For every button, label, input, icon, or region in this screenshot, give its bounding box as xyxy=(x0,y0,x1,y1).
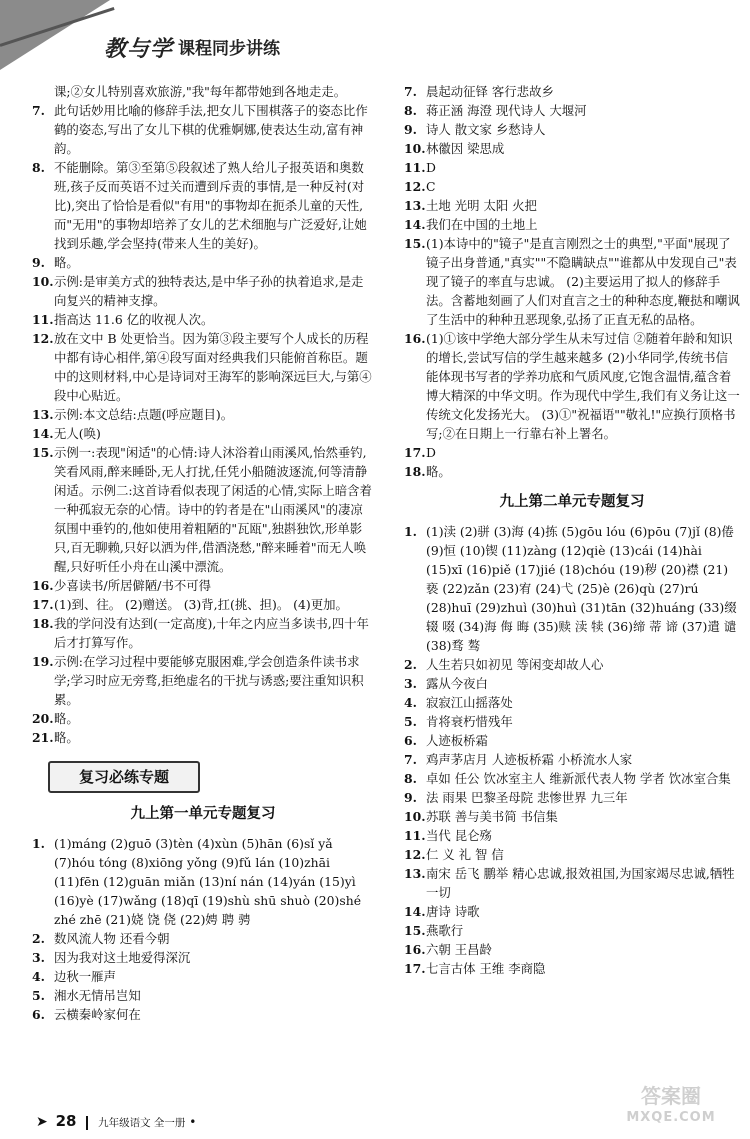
answer-item xyxy=(404,234,740,329)
arrow-icon: ➤ xyxy=(36,1114,48,1130)
answer-text: 人迹板桥霜 xyxy=(426,733,488,748)
answer-text: 少喜读书/所居僻陋/书不可得 xyxy=(54,578,212,593)
answer-number: 16. xyxy=(32,578,54,593)
answer-number: 2. xyxy=(404,657,417,672)
answer-number: 15. xyxy=(404,236,426,251)
answer-number: 14. xyxy=(32,426,54,441)
answer-text: 六朝 王昌龄 xyxy=(426,942,492,957)
answer-text: (1)本诗中的"镜子"是直言刚烈之士的典型,"平面"展现了镜子出身普通,"真实""不隐瞒缺点""谁都从中发现自己"表现了镜子的率直与忠诚。 (2)主要运用了拟人的修辞手法。含蓄地刻画了人们对直言之士的种种态度,鞭挞和嘲讽了生活中的种种丑恶现象,弘扬了正直无私的品格。 xyxy=(426,236,740,327)
answer-item xyxy=(32,652,374,709)
answer-item xyxy=(32,272,374,310)
unit1-answer-list xyxy=(32,834,374,1024)
answer-text: 寂寂江山摇落处 xyxy=(426,695,513,710)
answer-number: 12. xyxy=(404,179,426,194)
page-number: 28 xyxy=(55,1112,77,1130)
answer-item xyxy=(32,929,374,948)
answer-item xyxy=(32,948,374,967)
answer-item xyxy=(404,82,740,101)
answer-item xyxy=(32,310,374,329)
answer-text: D xyxy=(426,160,436,175)
answer-item xyxy=(404,139,740,158)
answer-text: 数风流人物 还看今朝 xyxy=(54,931,170,946)
answer-text: 略。 xyxy=(426,464,451,479)
section-tag: 复习必练专题 xyxy=(48,761,200,793)
answer-item xyxy=(404,864,740,902)
answer-text: 略。 xyxy=(54,711,79,726)
answer-text: 因为我对这土地爱得深沉 xyxy=(54,950,191,965)
answer-text: 南宋 岳飞 鹏举 精心忠诚,报效祖国,为国家竭尽忠诚,牺牲一切 xyxy=(426,866,735,900)
section-title-unit2: 九上第二单元专题复习 xyxy=(499,494,645,510)
answer-text: 燕歌行 xyxy=(426,923,464,938)
answer-text: 苏联 善与美书简 书信集 xyxy=(426,809,558,824)
answer-number: 2. xyxy=(32,931,45,946)
answer-item xyxy=(404,101,740,120)
answer-item xyxy=(404,731,740,750)
answer-text: 指高达 11.6 亿的收视人次。 xyxy=(54,312,214,327)
answer-item xyxy=(404,522,740,655)
answer-number: 1. xyxy=(32,836,45,851)
answer-number: 9. xyxy=(404,790,417,805)
answer-text: 边秋一雁声 xyxy=(54,969,116,984)
answer-item xyxy=(404,750,740,769)
answer-text: 示例:在学习过程中要能够克服困难,学会创造条件读书求学;学习时应无旁骛,拒绝虚名的干扰与诱惑;要注重知识积累。 xyxy=(54,654,364,707)
answer-number: 13. xyxy=(32,407,54,422)
answer-text: 鸡声茅店月 人迹板桥霜 小桥流水人家 xyxy=(426,752,633,767)
answer-number: 16. xyxy=(404,331,426,346)
answer-number: 18. xyxy=(404,464,426,479)
answer-text: 仁 义 礼 智 信 xyxy=(426,847,504,862)
header-title: 课程同步讲练 xyxy=(178,39,280,59)
answer-item xyxy=(404,674,740,693)
answer-item xyxy=(404,788,740,807)
answer-number: 6. xyxy=(32,1007,45,1022)
answer-item xyxy=(404,329,740,443)
answer-number: 3. xyxy=(404,676,417,691)
answer-item xyxy=(404,158,740,177)
answer-text: 林徽因 梁思成 xyxy=(426,141,505,156)
answer-number: 5. xyxy=(404,714,417,729)
answer-text: 湘水无情吊岂知 xyxy=(54,988,141,1003)
answer-text: 课;②女儿特别喜欢旅游,"我"每年都带她到各地走走。 xyxy=(54,84,347,99)
answer-text: 法 雨果 巴黎圣母院 悲惨世界 九三年 xyxy=(426,790,628,805)
answer-text: 露从今夜白 xyxy=(426,676,488,691)
answer-text: 无人(唤) xyxy=(54,426,101,441)
answer-number: 11. xyxy=(404,160,426,175)
answer-number: 1. xyxy=(404,524,417,539)
answer-number: 5. xyxy=(32,988,45,1003)
answer-text: 卓如 任公 饮冰室主人 维新派代表人物 学者 饮冰室合集 xyxy=(426,771,731,786)
answer-number: 7. xyxy=(404,84,417,99)
answer-text: 放在文中 B 处更恰当。因为第③段主要写个人成长的历程中都有诗心相伴,第④段写面对经典我们只能俯首称臣。题中的这则材料,中心是诗词对王海军的影响深远巨大,与第④段中心贴近。 xyxy=(54,331,372,403)
answer-text: 略。 xyxy=(54,730,79,745)
answer-number: 20. xyxy=(32,711,54,726)
answer-item xyxy=(32,967,374,986)
answer-number: 14. xyxy=(404,217,426,232)
answer-item xyxy=(404,215,740,234)
answer-item xyxy=(404,120,740,139)
answer-number: 12. xyxy=(32,331,54,346)
answer-number: 4. xyxy=(404,695,417,710)
answer-text: C xyxy=(426,179,436,194)
answer-number: 7. xyxy=(404,752,417,767)
answer-item xyxy=(404,826,740,845)
answer-number: 8. xyxy=(404,103,417,118)
answer-item xyxy=(404,655,740,674)
page-header xyxy=(0,0,750,78)
answer-text: 示例:是审美方式的独特表达,是中华子孙的执着追求,是走向复兴的精神支撑。 xyxy=(54,274,364,308)
answer-item xyxy=(404,769,740,788)
answer-item xyxy=(32,709,374,728)
section-title-unit1: 九上第一单元专题复习 xyxy=(130,806,276,822)
answer-text: 蒋正涵 海澄 现代诗人 大堰河 xyxy=(426,103,587,118)
answer-text: 不能删除。第③至第⑤段叙述了熟人给儿子报英语和奥数班,孩子反而英语不过关而遭到斥责的事情,是一种反衬(对比),突出了恰恰是看似"有用"的事物却在扼杀儿童的天性,而"无用"的事物却培养了女儿的艺术细胞与广泛爱好,让她找到乐趣,学会坚持(带来人生的美好)。 xyxy=(54,160,367,251)
answer-number: 17. xyxy=(404,961,426,976)
answer-text: (1)máng (2)guō (3)tèn (4)xùn (5)hān (6)sǐ yǎ (7)hóu tóng (8)xiōng yǒng (9)fǔ lán (10)zhāi (11)fēn (12)guān miǎn (13)ní nán (14)yán (15)yì (16)yè (17)wǎng (18)qī (19)shù shū shuò (20)shé zhé zhē (21)娆 饶 侥 (22)娉 聘 骋 xyxy=(54,836,362,927)
header-decoration xyxy=(0,0,110,70)
answer-number: 12. xyxy=(404,847,426,862)
answer-text: 当代 昆仑殇 xyxy=(426,828,492,843)
answer-number: 21. xyxy=(32,730,54,745)
answer-text: (1)到、往。 (2)赠送。 (3)背,扛(挑、担)。 (4)更加。 xyxy=(54,597,348,612)
answer-item xyxy=(32,834,374,929)
left-column xyxy=(32,82,374,1024)
answer-number: 14. xyxy=(404,904,426,919)
answer-number: 17. xyxy=(32,597,54,612)
answer-item xyxy=(404,712,740,731)
answer-item xyxy=(404,845,740,864)
answer-item xyxy=(32,576,374,595)
answer-item xyxy=(404,196,740,215)
answer-text: 晨起动征铎 客行悲故乡 xyxy=(426,84,554,99)
answer-text: 唐诗 诗歌 xyxy=(426,904,480,919)
answer-number: 10. xyxy=(404,141,426,156)
answer-item xyxy=(404,443,740,462)
footer-dot: • xyxy=(189,1115,197,1129)
brand-logo: 教与学 xyxy=(104,36,174,62)
answer-number: 9. xyxy=(32,255,45,270)
right-column xyxy=(404,82,740,978)
unit2-answer-list xyxy=(404,522,740,978)
answer-item xyxy=(32,101,374,158)
page-footer xyxy=(36,1112,196,1130)
answer-text: 示例:本文总结:点题(呼应题目)。 xyxy=(54,407,234,422)
answer-number: 8. xyxy=(32,160,45,175)
watermark xyxy=(606,1085,736,1133)
watermark-line2: MXQE.COM xyxy=(626,1110,716,1125)
answer-number: 19. xyxy=(32,654,54,669)
answer-number: 8. xyxy=(404,771,417,786)
answer-item xyxy=(404,940,740,959)
answer-text: 示例一:表现"闲适"的心情:诗人沐浴着山雨溪风,怡然垂钓,笑看风雨,醉来睡卧,无人打扰,任凭小船随波逐流,何等清静闲适。示例二:这首诗看似表现了闲适的心情,实际上暗含着一种孤寂无奈的心情。诗中的钓者是在"山雨溪风"的凄凉氛围中垂钓的,他如使用着粗陋的"瓦瓯",独斟独饮,形单影只,百无聊赖,只好以洒为伴,借酒浇愁,"醉来睡着"而无人唤醒,只好听任小舟在山溪中漂流。 xyxy=(54,445,372,574)
answer-number: 11. xyxy=(32,312,54,327)
answer-number: 4. xyxy=(32,969,45,984)
book-name: 九年级语文 全一册 xyxy=(98,1117,186,1129)
right-answer-list xyxy=(404,82,740,481)
answer-number: 15. xyxy=(404,923,426,938)
answer-item xyxy=(32,443,374,576)
answer-item xyxy=(32,424,374,443)
answer-item xyxy=(32,405,374,424)
answer-item xyxy=(404,921,740,940)
answer-number: 10. xyxy=(404,809,426,824)
left-answer-list xyxy=(32,82,374,747)
answer-text: 略。 xyxy=(54,255,79,270)
answer-number: 11. xyxy=(404,828,426,843)
answer-item xyxy=(404,902,740,921)
answer-item xyxy=(404,462,740,481)
answer-text: 土地 光明 太阳 火把 xyxy=(426,198,537,213)
answer-number: 7. xyxy=(32,103,45,118)
answer-item xyxy=(404,959,740,978)
answer-text: 人生若只如初见 等闲变却故人心 xyxy=(426,657,604,672)
answer-number: 16. xyxy=(404,942,426,957)
answer-item xyxy=(32,253,374,272)
answer-item xyxy=(404,807,740,826)
answer-item xyxy=(32,329,374,405)
answer-number: 6. xyxy=(404,733,417,748)
answer-text: D xyxy=(426,445,436,460)
answer-item xyxy=(32,595,374,614)
answer-number: 13. xyxy=(404,866,426,881)
answer-item xyxy=(32,986,374,1005)
answer-item xyxy=(404,177,740,196)
answer-item xyxy=(32,158,374,253)
answer-text: 肯将衰朽惜残年 xyxy=(426,714,513,729)
answer-number: 10. xyxy=(32,274,54,289)
answer-number: 18. xyxy=(32,616,54,631)
answer-item xyxy=(404,693,740,712)
answer-item xyxy=(32,82,374,101)
divider xyxy=(86,1116,88,1130)
answer-number: 13. xyxy=(404,198,426,213)
answer-number: 17. xyxy=(404,445,426,460)
answer-number: 9. xyxy=(404,122,417,137)
watermark-line1: 答案圈 xyxy=(641,1084,701,1108)
answer-text: 我们在中国的土地上 xyxy=(426,217,538,232)
answer-item xyxy=(32,614,374,652)
answer-item xyxy=(32,1005,374,1024)
answer-text: (1)①该中学绝大部分学生从未写过信 ②随着年龄和知识的增长,尝试写信的学生越来越多 (2)小华同学,传统书信能体现书写者的学养功底和气质风度,它饱含温情,蕴含着博大精深的中华文明。作为现代中学生,我们有义务让这一传统文化发扬光大。 (3)①"祝福语""敬礼!"应换行顶格书写;②在日期上一行靠右补上署名。 xyxy=(426,331,740,441)
answer-text: 云横秦岭家何在 xyxy=(54,1007,141,1022)
answer-text: 此句话妙用比喻的修辞手法,把女儿下围棋落子的姿态比作鹤的姿态,写出了女儿下棋的优雅婀娜,使表达生动,富有神韵。 xyxy=(54,103,368,156)
answer-text: (1)渎 (2)骈 (3)海 (4)拣 (5)gōu lóu (6)pōu (7)jǐ (8)倦 (9)恒 (10)锲 (11)zàng (12)qiè (13)cái (14)hài (15)xī (16)piě (17)jié (18)chóu (19)秽 (20)襟 (21)亵 (22)zǎn (23)宥 (24)弋 (25)è (26)qù (27)rú (28)huī (29)zhuì (30)huì (31)tān (32)huáng (33)缀 辍 啜 (34)海 侮 晦 (35)赎 渎 犊 (36)缔 蒂 谛 (37)遣 谴 (38)骛 骜 xyxy=(426,524,737,653)
answer-text: 诗人 散文家 乡愁诗人 xyxy=(426,122,546,137)
answer-number: 3. xyxy=(32,950,45,965)
answer-text: 我的学问没有达到(一定高度),十年之内应当多读书,四十年后才打算写作。 xyxy=(54,616,369,650)
answer-text: 七言古体 王维 李商隐 xyxy=(426,961,546,976)
answer-item xyxy=(32,728,374,747)
answer-number: 15. xyxy=(32,445,54,460)
